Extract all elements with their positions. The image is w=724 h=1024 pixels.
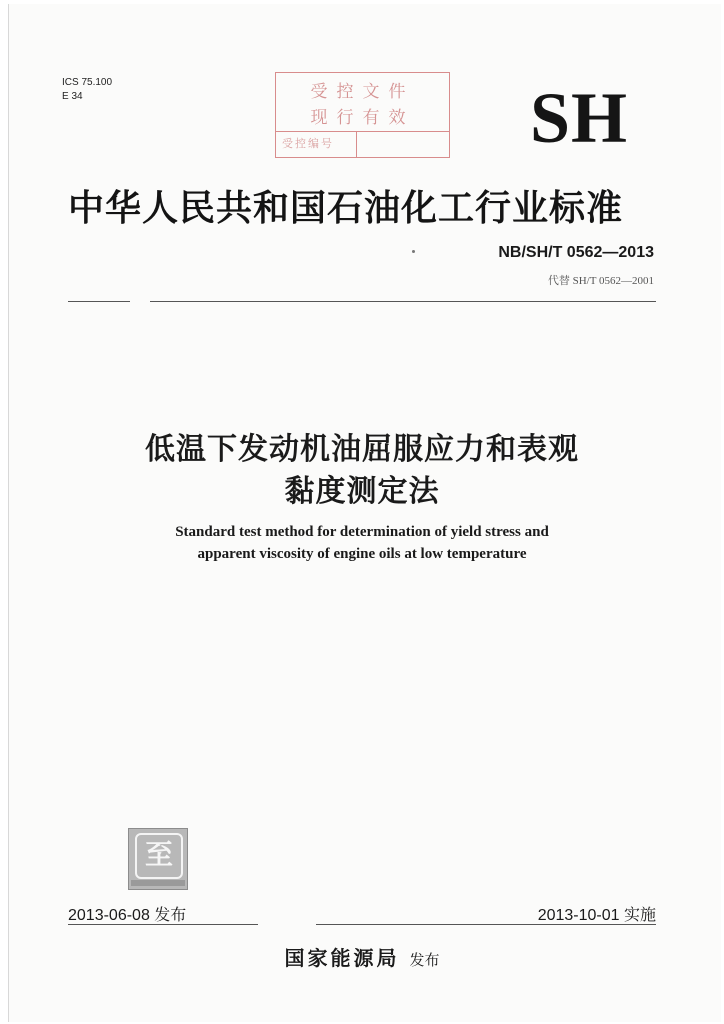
footer-rule-right [316,924,656,925]
replaces-standard: 代替 SH/T 0562—2001 [547,275,654,287]
issue-action: 发布 [409,951,440,969]
stamp-cell-divider [356,131,358,157]
title-en-line1: Standard test method for determination of yield stress and [175,524,549,540]
seal-band [131,880,185,886]
scan-speck [412,250,415,253]
publisher-seal [128,828,188,890]
seal-glyph: 至 [135,833,183,879]
title-cn-line1: 低温下发动机油屈服应力和表观 [145,432,579,467]
stamp-divider [276,131,449,132]
footer-rule-left [68,924,258,925]
title-cn-line2: 黏度测定法 [284,474,440,509]
sh-mark: SH [530,78,629,158]
ics-code: ICS 75.100 [62,77,113,88]
issuer-line [0,942,724,971]
controlled-document-stamp [275,72,450,158]
effective-date: 2013-10-01 实施 [537,907,656,924]
stamp-text-valid: 现行有效 [310,108,415,128]
title-en-line2: apparent viscosity of engine oils at low temperature [197,546,527,562]
ccs-code: E 34 [62,91,83,102]
header-rule [150,301,656,302]
issuer-name: 国家能源局 [284,946,400,970]
header-rule-left [68,301,130,302]
standard-number: NB/SH/T 0562—2013 [498,244,654,261]
classification-codes [62,76,112,104]
stamp-number-label: 受控编号 [282,137,334,150]
issue-date: 2013-06-08 发布 [68,907,187,924]
industry-standard-title: 中华人民共和国石油化工行业标准 [68,188,624,229]
stamp-text-controlled: 受控文件 [310,82,415,102]
